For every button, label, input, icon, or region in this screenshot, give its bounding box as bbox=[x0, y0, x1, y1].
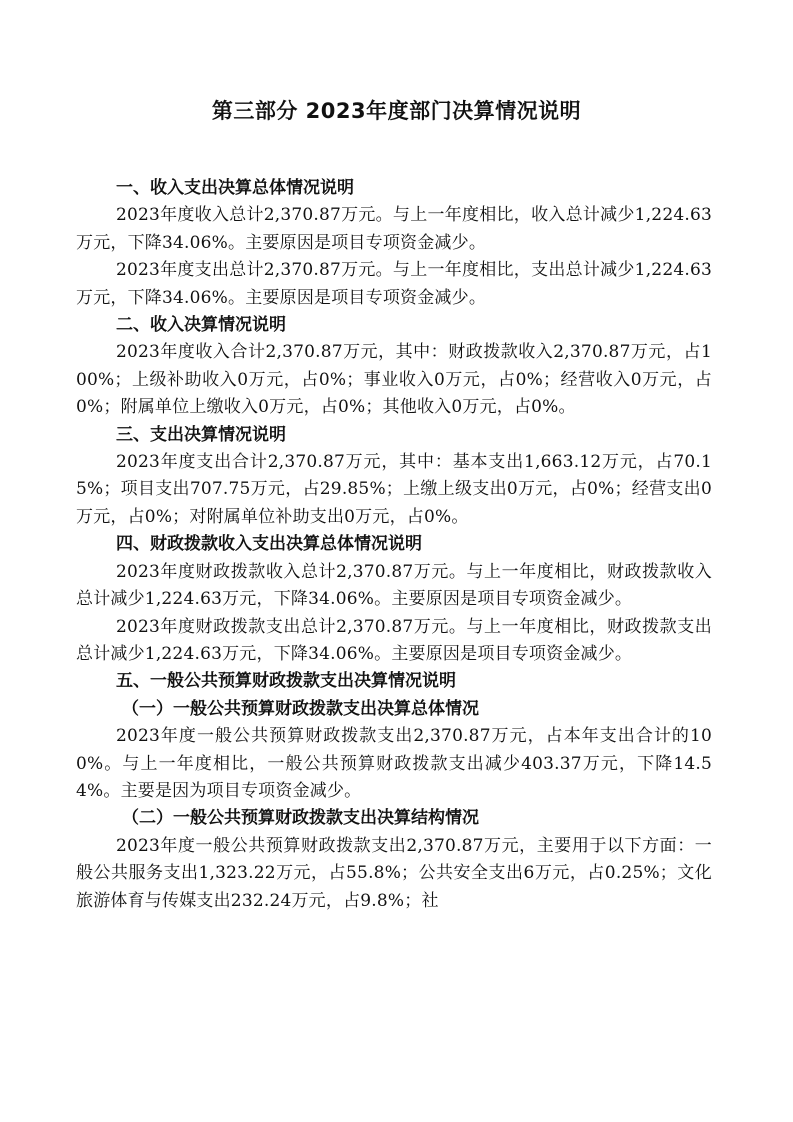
paragraph-income-breakdown: 2023年度收入合计2,370.87万元，其中：财政拨款收入2,370.87万元，占100%；上级补助收入0万元，占0%；事业收入0万元，占0%；经营收入0万元，占0%；附属单位上缴收入0万元，占0%；其他收入0万元，占0%。 bbox=[76, 342, 712, 418]
paragraph-income-total: 2023年度收入总计2,370.87万元。与上一年度相比，收入总计减少1,224.63万元，下降34.06%。主要原因是项目专项资金减少。 bbox=[76, 205, 712, 253]
subsection-heading-5-1: （一）一般公共预算财政拨款支出决算总体情况 bbox=[122, 698, 479, 719]
paragraph-fiscal-expense: 2023年度财政拨款支出总计2,370.87万元。与上一年度相比，财政拨款支出总计减少1,224.63万元，下降34.06%。主要原因是项目专项资金减少。 bbox=[76, 616, 712, 664]
section-heading-3: 三、支出决算情况说明 bbox=[116, 424, 286, 445]
paragraph-general-budget-structure: 2023年度一般公共预算财政拨款支出2,370.87万元，主要用于以下方面：一般公共服务支出1,323.22万元，占55.8%；公共安全支出6万元，占0.25%；文化旅游体育与传媒支出232.24万元，占9.8%；社 bbox=[76, 835, 712, 911]
paragraph-expense-total: 2023年度支出总计2,370.87万元。与上一年度相比，支出总计减少1,224.63万元，下降34.06%。主要原因是项目专项资金减少。 bbox=[76, 260, 712, 308]
section-heading-1: 一、收入支出决算总体情况说明 bbox=[116, 178, 354, 198]
section-heading-4: 四、财政拨款收入支出决算总体情况说明 bbox=[116, 534, 422, 555]
section-heading-5: 五、一般公共预算财政拨款支出决算情况说明 bbox=[116, 671, 456, 692]
document-body bbox=[76, 175, 712, 915]
paragraph-fiscal-income: 2023年度财政拨款收入总计2,370.87万元。与上一年度相比，财政拨款收入总计减少1,224.63万元，下降34.06%。主要原因是项目专项资金减少。 bbox=[76, 561, 712, 610]
page-title: 第三部分 2023年度部门决算情况说明 bbox=[211, 99, 582, 123]
paragraph-expense-breakdown: 2023年度支出合计2,370.87万元，其中：基本支出1,663.12万元，占70.15%；项目支出707.75万元，占29.85%；上缴上级支出0万元，占0%；经营支出0万元，占0%；对附属单位补助支出0万元，占0%。 bbox=[76, 452, 712, 527]
paragraph-general-budget-overall: 2023年度一般公共预算财政拨款支出2,370.87万元，占本年支出合计的100%。与上一年度相比，一般公共预算财政拨款支出减少403.37万元，下降14.54%。主要是因为项目专项资金减少。 bbox=[76, 726, 712, 801]
subsection-heading-5-2: （二）一般公共预算财政拨款支出决算结构情况 bbox=[122, 808, 479, 829]
section-heading-2: 二、收入决算情况说明 bbox=[116, 315, 286, 336]
